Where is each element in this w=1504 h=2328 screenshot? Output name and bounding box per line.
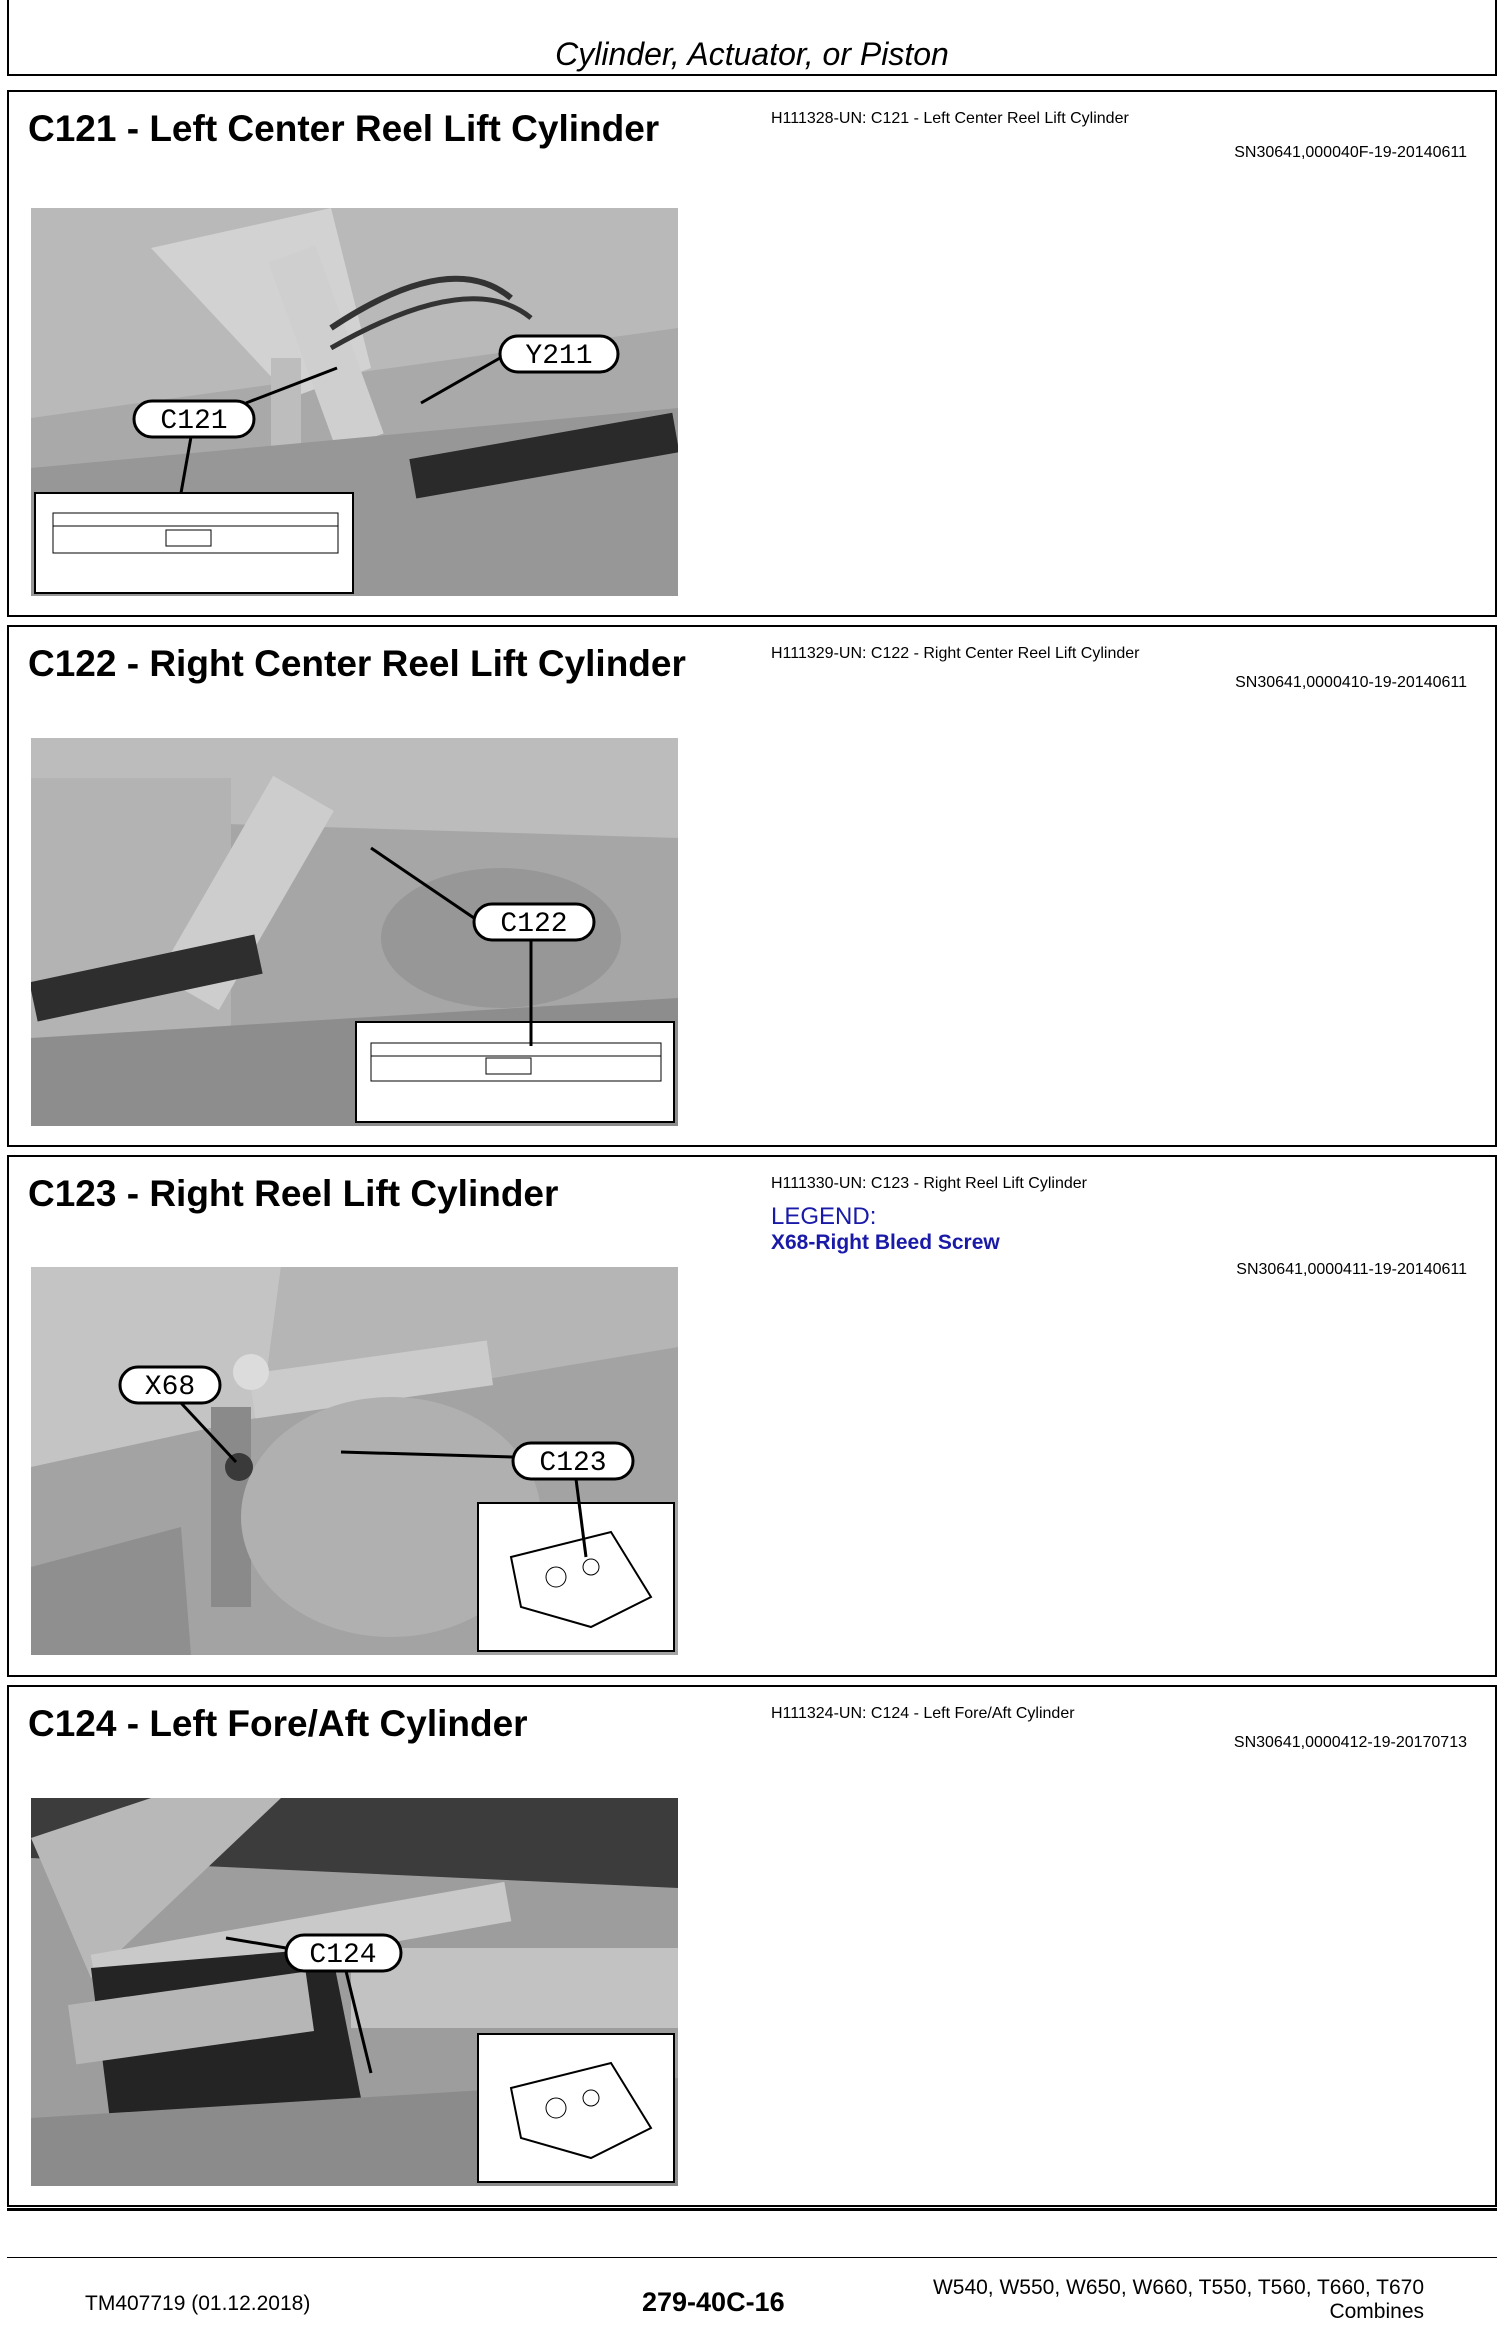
section-c124 <box>7 1685 1497 2207</box>
models: W540, W550, W650, W660, T550, T560, T660, T670 <box>932 2276 1424 2299</box>
figure-photo <box>31 738 678 1126</box>
section-c121 <box>7 90 1497 617</box>
section-c123 <box>7 1155 1497 1677</box>
page-header <box>7 0 1497 76</box>
section-title: C124 - Left Fore/Aft Cylinder <box>28 1703 528 1744</box>
section-c122 <box>7 625 1497 1147</box>
figure-caption: H111324-UN: C124 - Left Fore/Aft Cylinder <box>771 1705 1075 1722</box>
svg-text:C123: C123 <box>539 1448 607 1479</box>
reference-code: SN30641,0000411-19-20140611 <box>1236 1261 1467 1278</box>
svg-text:X68: X68 <box>144 1372 196 1403</box>
figure-caption: H111330-UN: C123 - Right Reel Lift Cylinder <box>771 1175 1087 1192</box>
figure-photo <box>31 208 678 596</box>
section-title: C123 - Right Reel Lift Cylinder <box>28 1173 559 1214</box>
reference-code: SN30641,0000412-19-20170713 <box>1233 1734 1467 1751</box>
svg-text:Y211: Y211 <box>525 341 593 372</box>
legend-heading: LEGEND: <box>771 1203 877 1230</box>
figure-photo <box>31 1798 678 2186</box>
svg-text:C124: C124 <box>309 1940 377 1971</box>
document-id: TM407719 (01.12.2018) <box>85 2292 311 2315</box>
product-name: Combines <box>1329 2300 1424 2323</box>
inset-diagram <box>478 1503 674 1651</box>
inset-diagram <box>478 2034 674 2182</box>
inset-diagram <box>356 1022 674 1122</box>
figure-caption: H111328-UN: C121 - Left Center Reel Lift Cylinder <box>771 110 1129 127</box>
reference-code: SN30641,000040F-19-20140611 <box>1234 144 1467 161</box>
footer-rule-thin <box>7 2257 1497 2258</box>
footer-rule <box>7 2208 1497 2211</box>
svg-text:C121: C121 <box>160 406 228 437</box>
legend-item: X68-Right Bleed Screw <box>771 1231 1000 1254</box>
page-number: 279-40C-16 <box>642 2287 785 2317</box>
svg-text:C122: C122 <box>500 909 568 940</box>
model-list <box>901 2276 1424 2324</box>
section-title: C122 - Right Center Reel Lift Cylinder <box>28 643 686 684</box>
inset-diagram <box>35 493 353 593</box>
section-title: C121 - Left Center Reel Lift Cylinder <box>28 108 660 149</box>
reference-code: SN30641,0000410-19-20140611 <box>1235 674 1467 691</box>
page-title: Cylinder, Actuator, or Piston <box>555 36 949 72</box>
figure-photo <box>31 1267 678 1655</box>
figure-caption: H111329-UN: C122 - Right Center Reel Lift Cylinder <box>771 645 1140 662</box>
